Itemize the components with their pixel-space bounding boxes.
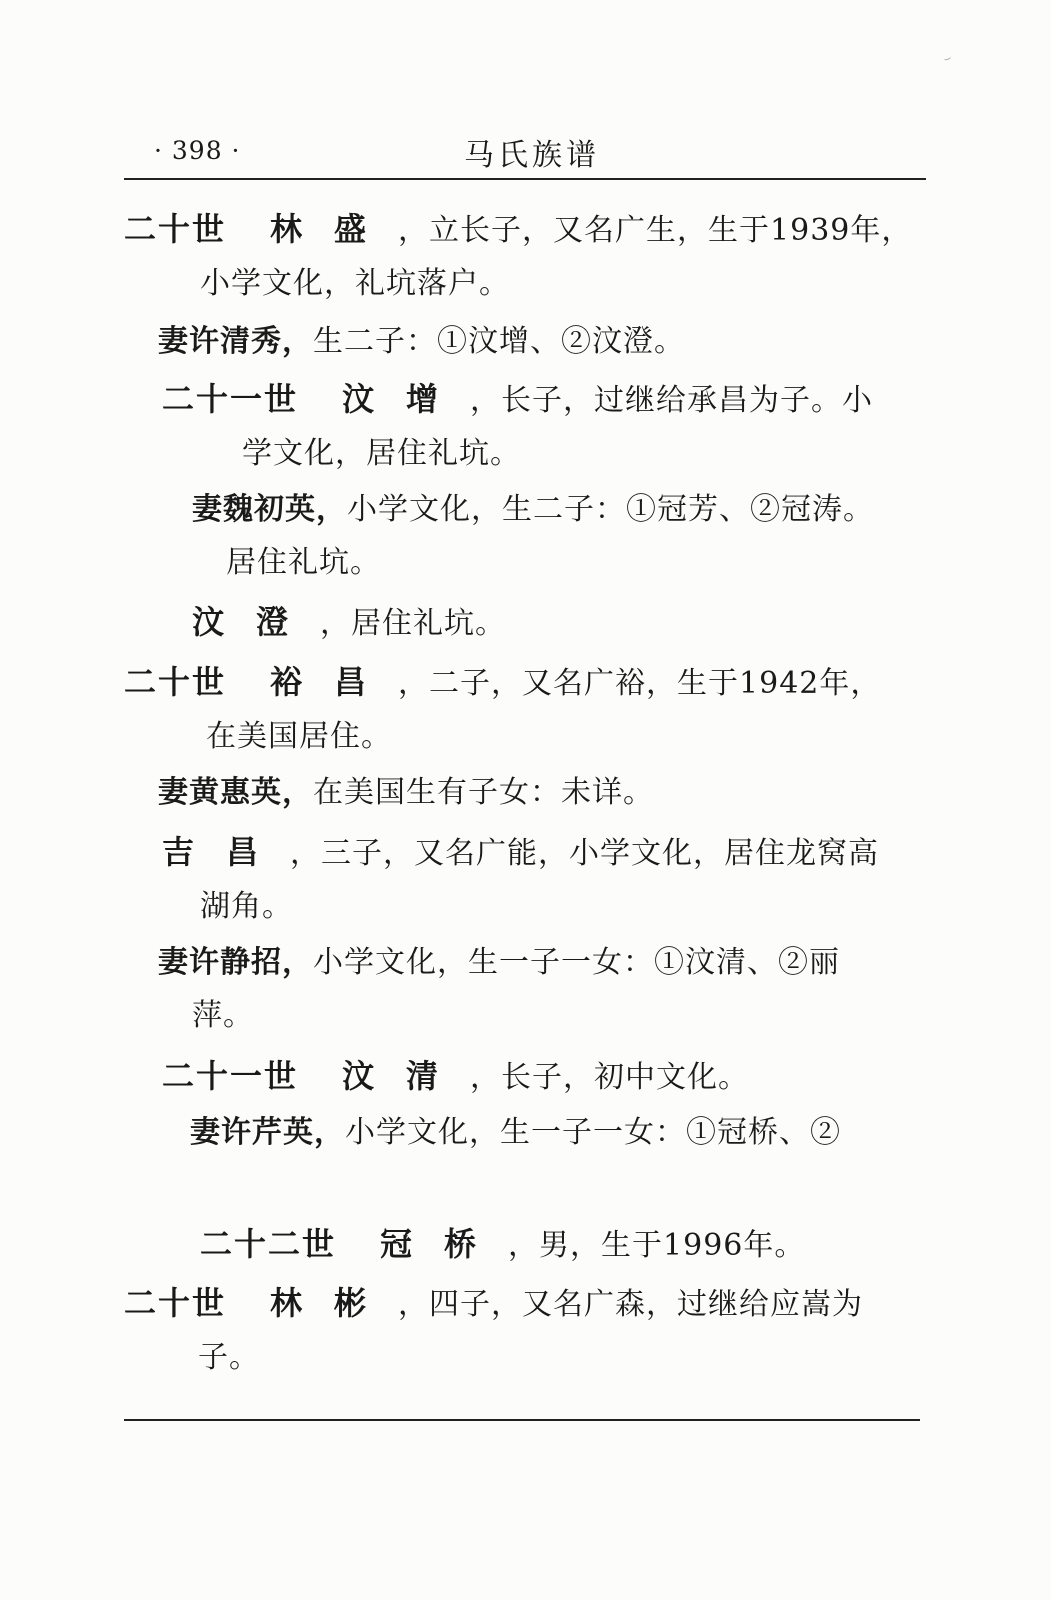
entry-text: ，二子，又名广裕，生于1942年， <box>398 666 882 701</box>
spouse-name: 妻黄惠英， <box>158 775 313 810</box>
entry-wen-qing <box>162 1050 927 1104</box>
page-mark <box>942 54 951 61</box>
entry-continuation: 学文化，居住礼坑。 <box>242 436 521 471</box>
entry-lin-sheng <box>124 203 927 310</box>
person-name: 汶澄 <box>192 603 321 641</box>
page-number: · 398 · <box>154 136 241 165</box>
entry-guan-qiao <box>200 1218 927 1272</box>
book-title: 马氏族谱 <box>464 138 600 173</box>
person-name: 汶增 <box>342 380 471 418</box>
person-name: 汶清 <box>342 1057 471 1095</box>
entry-text: ，居住礼坑。 <box>320 606 507 641</box>
entry-spouse-xu-qingxiu <box>158 315 927 368</box>
entry-continuation: 湖角。 <box>200 889 293 924</box>
entry-text: ，长子，初中文化。 <box>470 1060 750 1095</box>
entry-continuation: 子。 <box>198 1340 260 1375</box>
entry-continuation: 萍。 <box>192 998 254 1033</box>
entry-text: 小学文化，生一子一女：①汶清、②丽 <box>313 945 840 980</box>
person-name: 吉昌 <box>162 833 291 871</box>
entry-ji-chang <box>162 826 927 933</box>
spouse-name: 妻许芹英， <box>190 1115 345 1150</box>
entry-spouse-xu-jingzhao <box>158 936 927 1042</box>
entry-text: ，男，生于1996年。 <box>508 1228 806 1263</box>
spouse-name: 妻许静招， <box>158 945 313 980</box>
person-name: 裕昌 <box>270 663 399 701</box>
entry-continuation: 小学文化，礼坑落户。 <box>200 266 510 301</box>
generation-label: 二十世 <box>124 1284 227 1322</box>
entry-yu-chang <box>124 656 927 763</box>
entry-text: ，四子，又名广森，过继给应嵩为 <box>398 1287 864 1322</box>
entry-text: 生二子：①汶增、②汶澄。 <box>313 324 685 359</box>
entry-continuation: 居住礼坑。 <box>226 545 381 580</box>
person-name: 林彬 <box>270 1284 399 1322</box>
entry-continuation: 在美国居住。 <box>206 719 392 754</box>
person-name: 冠桥 <box>380 1225 509 1263</box>
generation-label: 二十世 <box>124 210 227 248</box>
page-header <box>124 128 926 178</box>
entry-spouse-wei-chuying <box>192 483 927 589</box>
footer-rule <box>124 1419 920 1421</box>
generation-label: 二十一世 <box>162 380 299 418</box>
entry-text: 小学文化，生一子一女：①冠桥、② <box>345 1115 841 1150</box>
entry-spouse-huang-huiying <box>158 766 927 819</box>
entry-text: 在美国生有子女：未详。 <box>313 775 654 810</box>
header-rule <box>124 178 926 180</box>
spouse-name: 妻魏初英， <box>192 492 347 527</box>
entry-wen-zeng <box>162 373 927 480</box>
entry-text: ，立长子，又名广生，生于1939年， <box>398 213 913 248</box>
entry-spouse-xu-qinying <box>190 1106 927 1159</box>
entry-lin-bin <box>124 1277 927 1384</box>
entry-text: ，三子，又名广能，小学文化，居住龙窝高 <box>290 836 880 871</box>
entry-wen-cheng <box>192 596 927 650</box>
generation-label: 二十世 <box>124 663 227 701</box>
generation-label: 二十一世 <box>162 1057 299 1095</box>
generation-label: 二十二世 <box>200 1225 337 1263</box>
spouse-name: 妻许清秀， <box>158 324 313 359</box>
entry-text: 小学文化，生二子：①冠芳、②冠涛。 <box>347 492 874 527</box>
person-name: 林盛 <box>270 210 399 248</box>
entry-text: ，长子，过继给承昌为子。小 <box>470 383 874 418</box>
